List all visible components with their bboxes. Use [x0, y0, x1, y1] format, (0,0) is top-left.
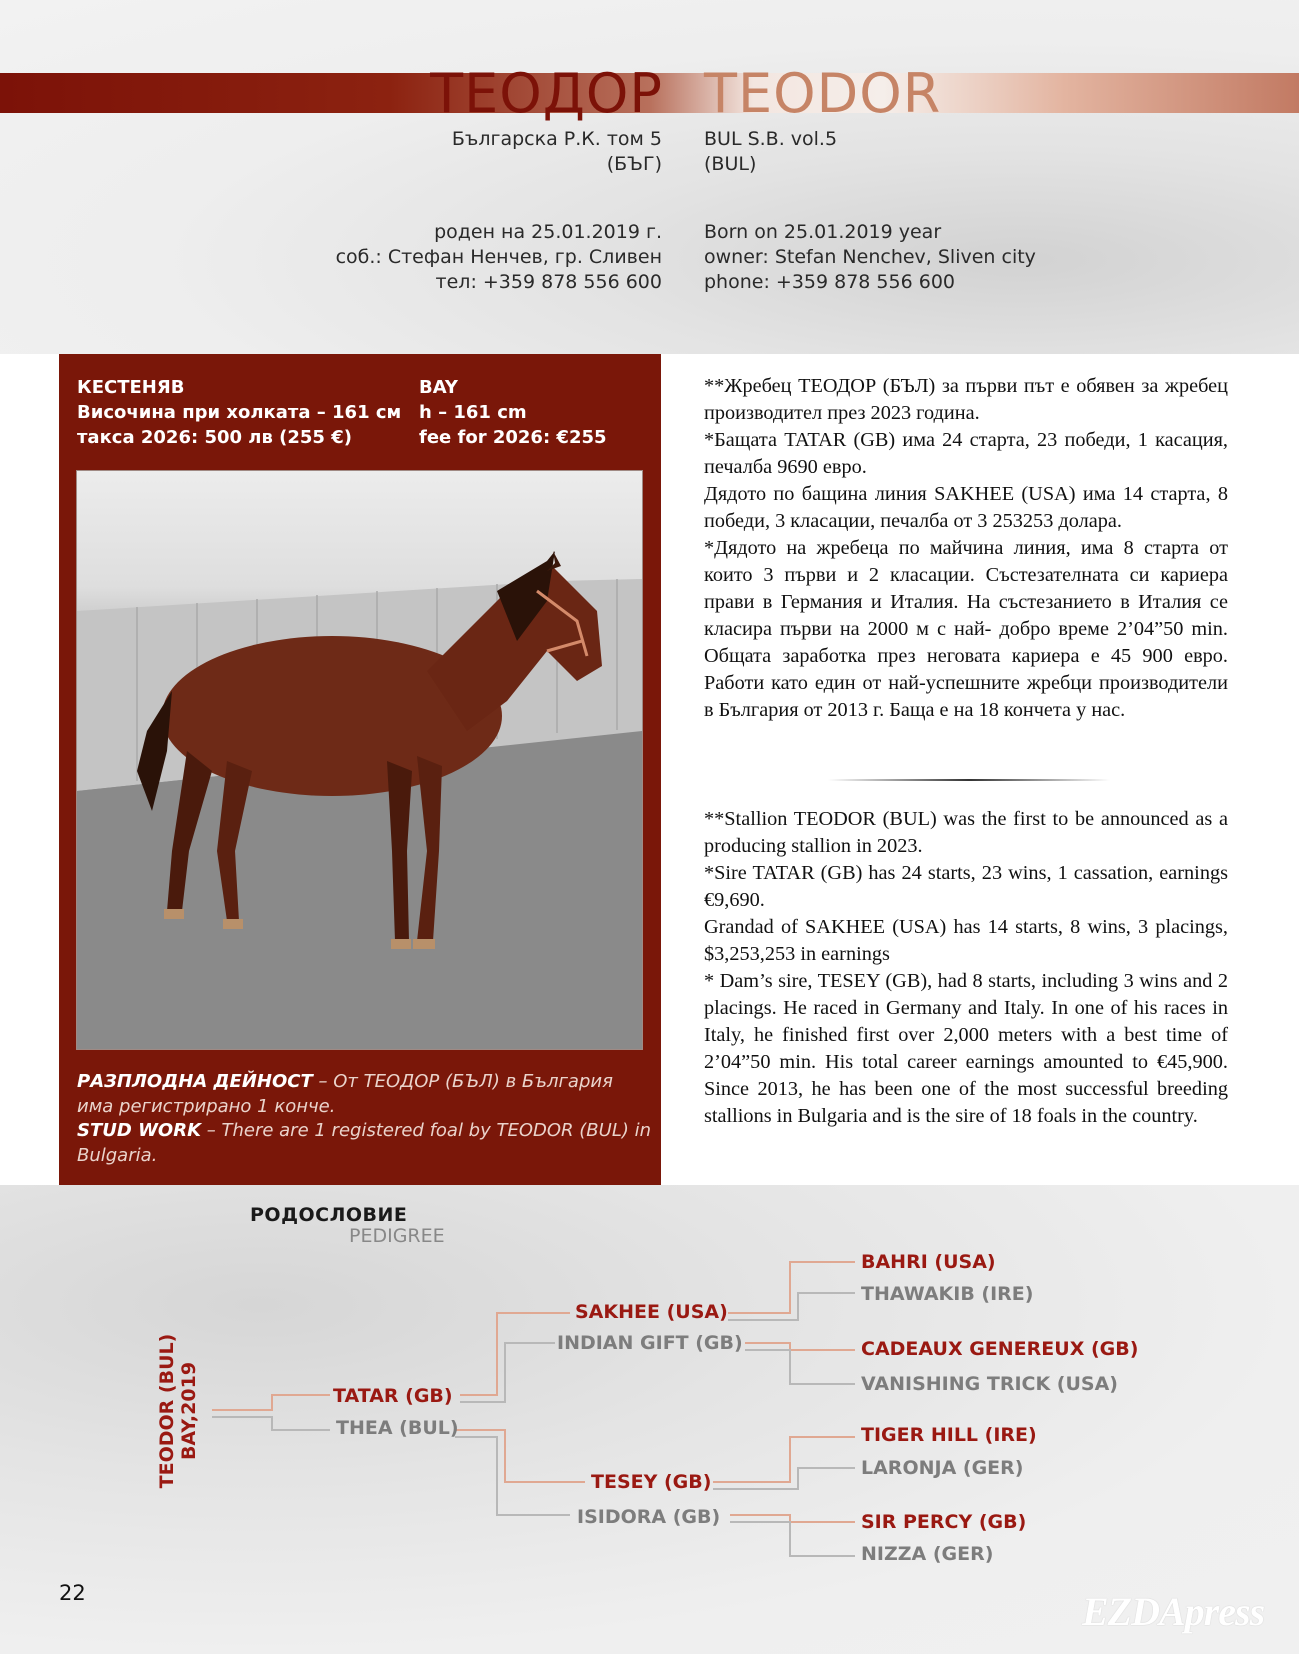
description-ru-paragraph: *Дядото на жребеца по майчина линия, има 8 старта от които 3 първи и 2 класации. Състезателната си кариера прави в Германия и Италия. На състезанието в Италия се класира първи на 2000 м с най- добро време 2’04”50 min. Общата заработка през неговата кариера е 45 900 евро. Работи като един от най-успешните жребци производители в България от 2013 г. Баща е на 18 кончета у нас. [704, 537, 1228, 721]
pedigree-sire-dam: INDIAN GIFT (GB) [557, 1332, 743, 1354]
pedigree-horse-rotated [156, 1334, 200, 1489]
stud-work-en [77, 1119, 652, 1168]
horse-illustration [77, 471, 642, 1049]
stud-book-ru: Българска Р.К. том 5 [451, 128, 662, 150]
pedigree-g6: LARONJA (GER) [861, 1457, 1024, 1479]
stud-book-en: BUL S.B. vol.5 [704, 128, 838, 150]
owner-info-en [704, 220, 1036, 295]
phone-en: phone: +359 878 556 600 [704, 271, 955, 293]
description-en-paragraph: **Stallion TEODOR (BUL) was the first to be announced as a producing stallion in 2023. [704, 808, 1228, 857]
color-ru: КЕСТЕНЯВ [77, 377, 185, 398]
pedigree-line [212, 1417, 330, 1430]
fee-en: fee for 2026: €255 [419, 427, 607, 448]
phone-ru: тел: +359 878 556 600 [435, 271, 662, 293]
pedigree-g2: THAWAKIB (IRE) [861, 1283, 1034, 1305]
country-ru: (БЪГ) [606, 153, 662, 175]
description-en-paragraph: * Dam’s sire, TESEY (GB), had 8 starts, including 3 wins and 2 placings. He raced in Germany and Italy. In one of his races in Italy, he finished first over 2,000 meters with a best time of 2’04”50 min. His total career earnings amounted to €45,900. Since 2013, he has been one of the most successful breeding stallions in Bulgaria and is the sire of 18 foals in the country. [704, 970, 1228, 1127]
pedigree-title-en: PEDIGREE [349, 1225, 445, 1247]
description-en-paragraph: *Sire TATAR (GB) has 24 starts, 23 wins, 1 cassation, earnings €9,690. [704, 862, 1228, 911]
pedigree-g4: VANISHING TRICK (USA) [861, 1373, 1118, 1395]
stud-work-text-ru: – От ТЕОДОР (БЪЛ) в България има регистрирано 1 конче. [77, 1071, 613, 1117]
pedigree-line [730, 1515, 855, 1522]
title-en: TEODOR [704, 62, 942, 125]
specs-ru [77, 375, 401, 450]
pedigree-horse [152, 1333, 204, 1489]
title-ru: ТЕОДОР [430, 62, 663, 125]
text-divider [828, 779, 1110, 781]
pedigree-horse-detail: BAY,2019 [178, 1361, 200, 1461]
country-en: (BUL) [704, 153, 757, 175]
owner-ru: соб.: Стефан Ненчев, гр. Сливен [335, 246, 662, 268]
pedigree-line [728, 1293, 855, 1320]
pedigree-dam-dam: ISIDORA (GB) [577, 1506, 721, 1528]
pedigree-line [212, 1395, 330, 1410]
height-en: h – 161 cm [419, 402, 527, 423]
pedigree-line [730, 1522, 855, 1556]
pedigree-line [713, 1468, 855, 1489]
horse-photo [77, 471, 642, 1049]
specs-en [419, 375, 607, 450]
pedigree-line [745, 1343, 855, 1350]
pedigree-line [460, 1343, 555, 1402]
born-ru: роден на 25.01.2019 г. [434, 221, 662, 243]
owner-en: owner: Stefan Nenchev, Sliven city [704, 246, 1036, 268]
description-ru-paragraph: **Жребец ТЕОДОР (БЪЛ) за първи път е обявен за жребец производител през 2023 година. [704, 375, 1228, 424]
stud-work-label-ru: РАЗПЛОДНА ДЕЙНОСТ [77, 1071, 313, 1092]
stud-work-label-en: STUD WORK [77, 1120, 202, 1141]
description-ru [704, 373, 1228, 724]
pedigree-line [713, 1437, 855, 1482]
pedigree-sire: TATAR (GB) [333, 1385, 453, 1407]
owner-info-ru [336, 220, 662, 295]
pedigree-title-ru: РОДОСЛОВИЕ [250, 1204, 408, 1226]
pedigree-line [460, 1313, 570, 1395]
stud-work-text-en: – There are 1 registered foal by TEODOR (BUL) in Bulgaria. [77, 1120, 652, 1166]
header-background [0, 0, 1299, 354]
pedigree-g8: NIZZA (GER) [861, 1543, 994, 1565]
stud-work-ru [77, 1070, 652, 1119]
page-number: 22 [59, 1581, 86, 1605]
pedigree-g5: TIGER HILL (IRE) [861, 1424, 1037, 1446]
pedigree-dam-sire: TESEY (GB) [591, 1471, 712, 1493]
description-ru-paragraph: Дядото по бащина линия SAKHEE (USA) има 14 старта, 8 победи, 3 класации, печалба от 3 253253 долара. [704, 483, 1228, 532]
registry-ru [452, 127, 662, 177]
pedigree-line [745, 1350, 855, 1384]
pedigree-g3: CADEAUX GENEREUX (GB) [861, 1338, 1139, 1360]
pedigree-line [455, 1437, 570, 1515]
description-en-paragraph: Grandad of SAKHEE (USA) has 14 starts, 8 wins, 3 placings, $3,253,253 in earnings [704, 916, 1228, 965]
pedigree-horse-name: TEODOR (BUL) [156, 1333, 178, 1489]
pedigree-g1: BAHRI (USA) [861, 1251, 996, 1273]
stud-work [77, 1070, 652, 1168]
height-ru: Височина при холката – 161 см [77, 402, 402, 423]
pedigree-dam: THEA (BUL) [336, 1417, 459, 1439]
fee-ru: такса 2026: 500 лв (255 €) [77, 427, 352, 448]
pedigree-sire-sire: SAKHEE (USA) [575, 1301, 728, 1323]
pedigree-g7: SIR PERCY (GB) [861, 1511, 1027, 1533]
description-en [704, 806, 1228, 1130]
description-ru-paragraph: *Бащата TATAR (GB) има 24 старта, 23 победи, 1 касация, печалба 9690 евро. [704, 429, 1228, 478]
color-en: BAY [419, 377, 458, 398]
registry-en [704, 127, 837, 177]
publisher-logo: EZDApress [1082, 1589, 1265, 1634]
born-en: Born on 25.01.2019 year [704, 221, 942, 243]
pedigree-line [728, 1262, 855, 1313]
